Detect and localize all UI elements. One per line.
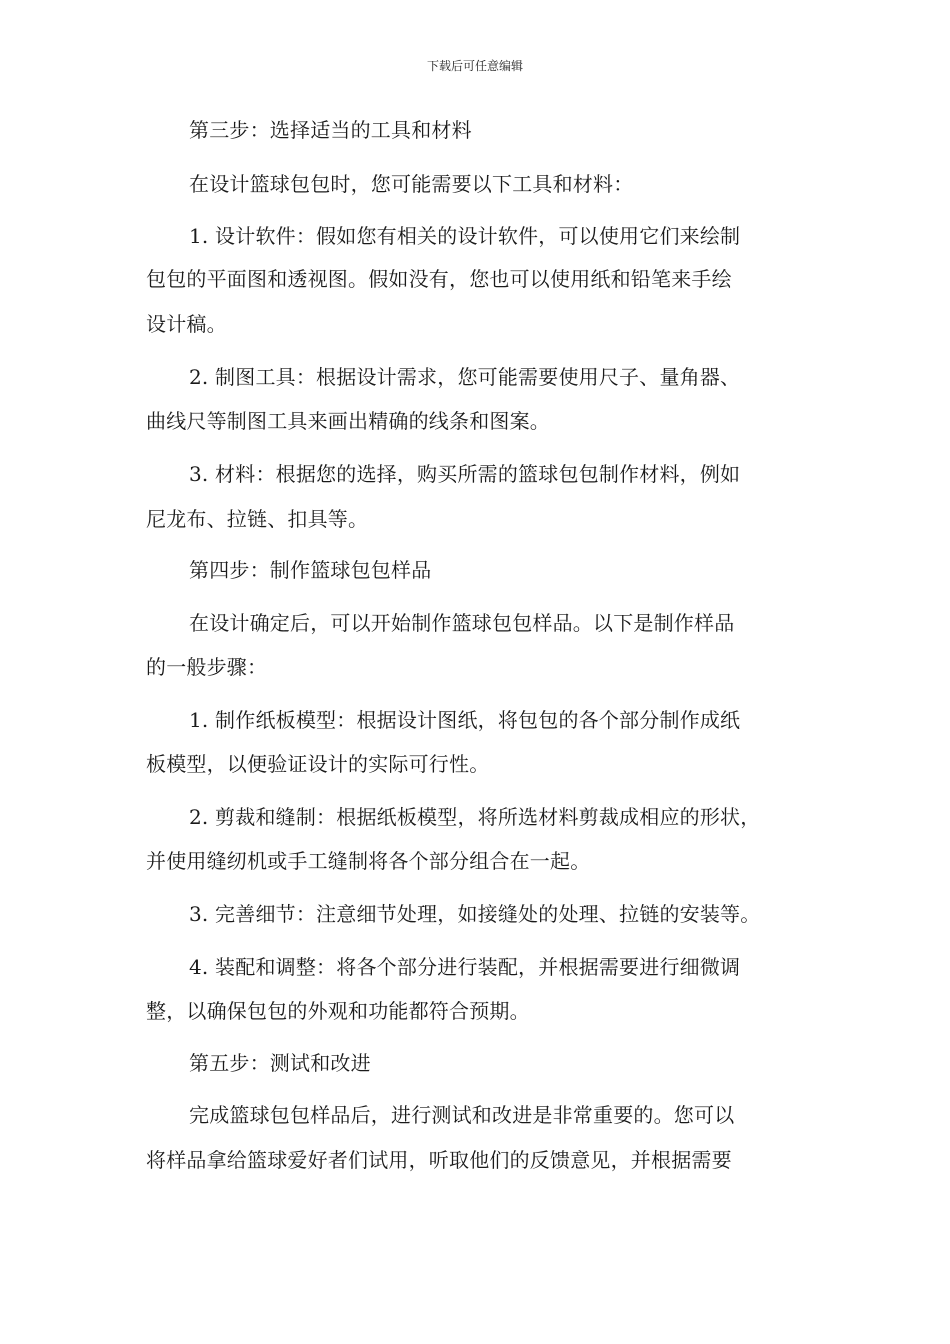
paragraph-line: 并使用缝纫机或手工缝制将各个部分组合在一起。 (146, 849, 591, 873)
paragraph-line: 整，以确保包包的外观和功能都符合预期。 (146, 999, 530, 1023)
paragraph-line: 将样品拿给篮球爱好者们试用，听取他们的反馈意见，并根据需要 (146, 1148, 732, 1172)
paragraph-line: 包包的平面图和透视图。假如没有，您也可以使用纸和铅笔来手绘 (146, 267, 732, 291)
paragraph-line: 完成篮球包包样品后，进行测试和改进是非常重要的。您可以 (189, 1103, 735, 1127)
page-header: 下载后可任意编辑 (426, 59, 523, 73)
paragraph-line: 曲线尺等制图工具来画出精确的线条和图案。 (146, 409, 550, 433)
paragraph-line: 在设计确定后，可以开始制作篮球包包样品。以下是制作样品 (189, 611, 735, 635)
paragraph-line: 2. 制图工具：根据设计需求，您可能需要使用尺子、量角器、 (189, 365, 741, 389)
step-heading-3: 第三步：选择适当的工具和材料 (189, 118, 472, 142)
paragraph-line: 1. 制作纸板模型：根据设计图纸，将包包的各个部分制作成纸 (189, 708, 741, 732)
paragraph-line: 设计稿。 (146, 312, 227, 336)
paragraph-line: 在设计篮球包包时，您可能需要以下工具和材料： (189, 172, 634, 196)
paragraph-line: 板模型，以便验证设计的实际可行性。 (146, 752, 490, 776)
paragraph-line: 4. 装配和调整：将各个部分进行装配，并根据需要进行细微调 (189, 955, 741, 979)
paragraph-line: 1. 设计软件：假如您有相关的设计软件，可以使用它们来绘制 (189, 224, 741, 248)
step-heading-5: 第五步：测试和改进 (189, 1051, 371, 1075)
paragraph-line: 3. 材料：根据您的选择，购买所需的篮球包包制作材料，例如 (189, 462, 741, 486)
paragraph-line: 尼龙布、拉链、扣具等。 (146, 507, 369, 531)
step-heading-4: 第四步：制作篮球包包样品 (189, 558, 432, 582)
paragraph-line: 2. 剪裁和缝制：根据纸板模型，将所选材料剪裁成相应的形状， (189, 805, 761, 829)
paragraph-line: 的一般步骤： (146, 655, 268, 679)
paragraph-line: 3. 完善细节：注意细节处理，如接缝处的处理、拉链的安装等。 (189, 902, 761, 926)
